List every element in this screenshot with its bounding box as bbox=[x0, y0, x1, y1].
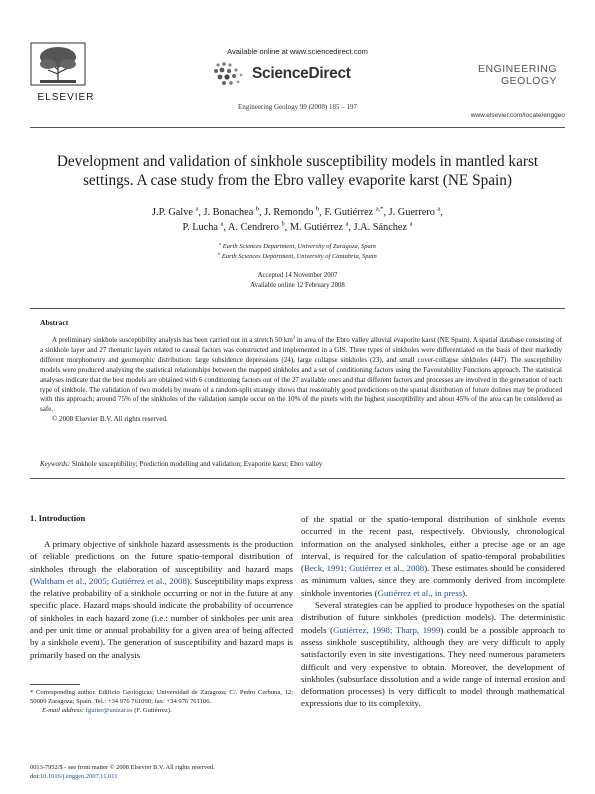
section-heading: 1. Introduction bbox=[30, 513, 86, 523]
journal-logo-line2: GEOLOGY bbox=[500, 75, 557, 87]
doi-line bbox=[30, 772, 330, 781]
keywords-label: Keywords: bbox=[40, 460, 71, 468]
elsevier-tree-icon bbox=[30, 42, 86, 86]
keywords-list: Sinkhole susceptibility; Prediction modelling and validation; Evaporite karst; Ebro valley bbox=[70, 460, 323, 468]
text: of the spatial or the spatio-temporal distribution of sinkhole events occurred in the recent past, respectively. Obviously, chronological information on the analysed sinkholes, either a precise age or an age interval, is required for the calculation of spatio-temporal probabilities ( bbox=[301, 514, 565, 574]
author: F. Gutiérrez bbox=[324, 207, 374, 218]
abstract-divider-top bbox=[30, 308, 565, 309]
article-title: Development and validation of sinkhole susceptibility models in mantled karst settings. A case study from the Ebro valley evaporite karst (NE Spain) bbox=[56, 153, 539, 189]
citation-link[interactable]: Gutiérrez et al., in press bbox=[377, 587, 463, 598]
author: J. Guerrero bbox=[388, 207, 435, 218]
paragraph bbox=[30, 538, 293, 661]
affiliation-text: Earth Sciences Department, University of Zaragoza, Spain bbox=[222, 243, 376, 250]
author-affiliation-mark[interactable]: b bbox=[281, 220, 285, 228]
accepted-date: Accepted 14 November 2007 bbox=[257, 272, 338, 279]
left-column bbox=[30, 538, 293, 661]
elsevier-logo bbox=[30, 42, 102, 103]
journal-reference: Engineering Geology 99 (2008) 185 – 197 bbox=[238, 103, 357, 111]
corresponding-author-note: * Corresponding author. Edificio Geológicas; Universidad de Zaragoza; C/. Pedro Cerbuna, 12; 50009 Zaragoza; Spain. Tel.: +34 976 761090; fax: +34 976 761106. bbox=[30, 689, 293, 705]
doi-link[interactable]: 10.1016/j.enggeo.2007.11.011 bbox=[39, 773, 118, 781]
email-label: E-mail address: bbox=[42, 707, 85, 714]
citation-link[interactable]: Waltham et al., 2005; Gutiérrez et al., 2008 bbox=[32, 575, 187, 586]
journal-logo-line1: ENGINEERING bbox=[477, 63, 557, 75]
author: J. Bonachea bbox=[203, 207, 254, 218]
affiliation-mark: b bbox=[218, 250, 221, 256]
sciencedirect-dots-icon bbox=[212, 61, 250, 87]
author-affiliation-mark[interactable]: a bbox=[195, 205, 199, 213]
abstract-text-part: in area of the Ebro valley alluvial evaporite karst (NE Spain). A spatial database consisting of a sinkhole layer and 27 thematic layers related to causal factors was constructed and implemented in a GIS. Three types of sinkholes were differentiated on the basis of their markedly different morphometry and geomorphic distribution: large subsidence depressions (24), large collapse sinkholes (23), and small cover-collapse sinkholes (447). The susceptibility models were produced analysing the statistical relationships between the mapped sinkholes and a set of conditioning factors using the Favourability Functions approach. The statistical analyses indicate that the best models are obtained with 6 conditioning factors out of the 27 available ones and that different factors and processes are involved in the generation of each type of sinkhole. The validation of two models by means of a random-split strategy shows that reasonably good predictions on the spatial distribution of future dolines may be produced with this approach; around 75% of the sinkholes of the validation sample occur on the 10% of the pixels with the highest susceptibility and about 45% of the area can be considered as safe. bbox=[40, 336, 562, 414]
abstract-body bbox=[40, 336, 562, 425]
doi-label: doi: bbox=[30, 773, 40, 781]
footnote bbox=[30, 688, 293, 715]
author-affiliation-mark[interactable]: a,* bbox=[375, 205, 384, 213]
affiliation-text: Earth Sciences Department, University of Cantabria, Spain bbox=[221, 252, 377, 260]
author-line-1: J.P. Galve $^a$, J. Bonachea $^b$, J. Remondo $^b$, F. Gutiérrez $^{a,*}$, J. Guerrero $^a$, bbox=[152, 205, 443, 218]
affiliation-mark: a bbox=[219, 240, 222, 246]
keywords bbox=[40, 460, 562, 468]
author: J.P. Galve bbox=[152, 207, 193, 218]
author-affiliation-mark[interactable]: b bbox=[315, 205, 320, 213]
text: A primary objective of sinkhole hazard assessments is the production of reliable predictions on the future spatio-temporal distribution of sinkholes through the elaboration of susceptibility and hazard maps ( bbox=[30, 539, 293, 586]
author: A. Cendrero bbox=[227, 222, 279, 233]
author-affiliation-mark[interactable]: a bbox=[409, 220, 413, 228]
copyright-notice: © 2008 Elsevier B.V. All rights reserved. bbox=[52, 415, 168, 424]
available-online-text: Available online at www.sciencedirect.com bbox=[227, 47, 368, 56]
author-affiliation-mark[interactable]: a bbox=[437, 205, 441, 213]
header-divider bbox=[30, 127, 565, 128]
sciencedirect-logo bbox=[212, 61, 387, 87]
journal-url-link[interactable]: www.elsevier.com/locate/enggeo bbox=[470, 112, 565, 119]
abstract-heading: Abstract bbox=[40, 318, 69, 327]
author-affiliation-mark[interactable]: a bbox=[220, 220, 224, 228]
author-affiliation-mark[interactable]: b bbox=[255, 205, 260, 213]
paragraph bbox=[301, 599, 565, 710]
journal-logo bbox=[470, 63, 565, 87]
email-line bbox=[30, 706, 293, 715]
email-suffix: (F. Gutiérrez). bbox=[132, 707, 172, 714]
citation-link[interactable]: Gutiérrez, 1998; Tharp, 1999 bbox=[333, 624, 441, 635]
text: ). bbox=[462, 587, 468, 598]
footnote-divider bbox=[30, 684, 80, 685]
affiliation bbox=[30, 242, 565, 252]
author: P. Lucha bbox=[182, 222, 218, 233]
author: J. Remondo bbox=[264, 207, 314, 218]
right-column bbox=[301, 513, 565, 710]
author-line-2: P. Lucha $^a$, A. Cendrero $^b$, M. Gutiérrez $^a$, J.A. Sánchez $^a$ bbox=[182, 220, 413, 233]
issn-block bbox=[30, 763, 330, 782]
affiliation-list bbox=[30, 242, 565, 261]
paragraph bbox=[301, 513, 565, 599]
text: ). Susceptibility maps express the relative probability of a sinkhole occurring or not in the future at any specific place. Hazard maps should indicate the probability of occurrence of sinkholes in each hazard zone (i.e.: number of sinkholes per unit area and per unit time or annual probability for a given area of being affected by a sinkhole event). The generation of susceptibility and hazard maps is primarily based on the analysis bbox=[30, 575, 294, 660]
sciencedirect-name: ScienceDirect bbox=[252, 65, 351, 82]
online-date: Available online 12 February 2008 bbox=[250, 281, 345, 289]
text: ). These estimates should be considered as minimum values, since they are commonly derived from incomplete sinkhole inventories ( bbox=[301, 563, 565, 598]
superscript: 2 bbox=[292, 334, 296, 340]
article-dates bbox=[30, 271, 565, 290]
affiliation bbox=[30, 252, 565, 262]
abstract-paragraph bbox=[40, 336, 562, 415]
citation-link[interactable]: Beck, 1991; Gutiérrez et al., 2008 bbox=[303, 563, 425, 574]
text: Several strategies can be applied to produce hypotheses on the spatial distribution of future sinkholes (prediction models). The deterministic models ( bbox=[301, 600, 565, 635]
author: J.A. Sánchez bbox=[353, 222, 408, 233]
author-affiliation-mark[interactable]: a bbox=[345, 220, 349, 228]
publisher-name: ELSEVIER bbox=[37, 92, 95, 103]
author-list bbox=[30, 205, 565, 235]
author: M. Gutiérrez bbox=[289, 222, 343, 233]
abstract-text-part: A preliminary sinkhole susceptibility analysis has been carried out in a stretch 50 km bbox=[52, 336, 293, 344]
text: ) could be a possible approach to assess sinkhole susceptibility, although they are very difficult to apply satisfactorily even in site investigations. They need numerous parameters difficult and very expensive to obtain. Moreover, the development of sinkholes (subsurface dissolution and a wide range of internal erosion and deformation processes) is very difficult to model through mathematical expressions due to its complexity. bbox=[301, 624, 565, 709]
email-link[interactable]: fgutier@unizar.es bbox=[85, 707, 133, 714]
abstract-divider-bottom bbox=[30, 478, 565, 479]
issn-line: 0013-7952/$ - see front matter © 2008 Elsevier B.V. All rights reserved. bbox=[30, 764, 215, 771]
